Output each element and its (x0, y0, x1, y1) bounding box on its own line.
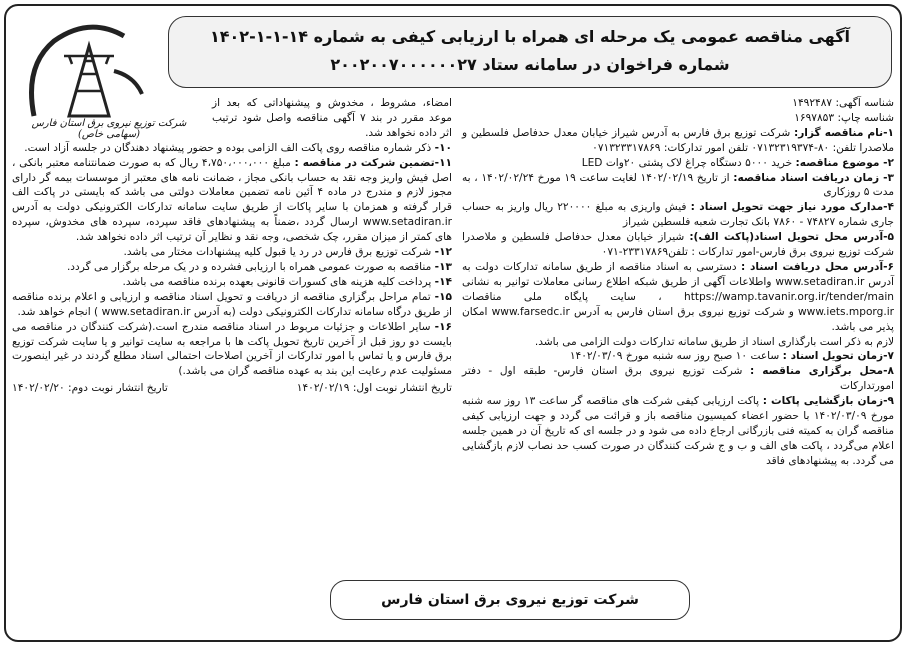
notice-item-label: ۱۳- (434, 260, 452, 273)
notice-item (12, 320, 452, 380)
notice-item-label: ۱-نام مناقصه گزار: (793, 126, 894, 139)
notice-item-label: ۱۰- (434, 141, 452, 154)
notice-item-text: خرید ۵۰۰۰ دستگاه چراغ لاک پشتی ۲۰وات LED (581, 156, 796, 169)
print-id: شناسه چاپ: ۱۶۹۷۸۵۳ (794, 111, 894, 124)
right-column (462, 96, 894, 469)
notice-item-text: پرداخت کلیه هزینه های کسورات قانونی بعهده برنده مناقصه می باشد. (122, 275, 435, 288)
notice-item-text: دسترسی به اسناد مناقصه از طریق سامانه تدارکات دولت به آدرس www.setadiran.ir واطلاعات آگهی از طریق شبکه اطلاع رسانی معاملات توانیر به نشانی https://wamp.tavanir.org.ir/tender/main ، سایت پایگاه ملی مناقصات www.iets.mporg.ir و شرکت توزیع نیروی برق استان فارس به آدرس www.farsedc.ir امکان پذیر می باشد. (462, 260, 894, 333)
notice-item (12, 275, 452, 290)
notice-item-text: شیراز خیابان معدل حدفاصل فلسطین و ملاصدرا شرکت توزیع نیروی برق فارس-امور تدارکات : تلفن۲۳۳۱۷۸۶۹-۰۷۱ (462, 231, 894, 259)
publication-dates (12, 381, 452, 396)
notice-item-label: ۹-زمان بازگشایی پاکات : (762, 395, 894, 408)
ad-id: شناسه آگهی: ۱۴۹۲۴۸۷ (792, 97, 894, 109)
second-publication-date: تاریخ انتشار نوبت دوم: ۱۴۰۲/۰۲/۲۰ (12, 382, 168, 395)
notice-item-text: شرکت توزیع برق فارس در رد یا قبول کلیه پیشنهادات مختار می باشد. (123, 246, 435, 259)
notice-item (462, 200, 894, 230)
notice-item-label: ۶-آدرس محل دریافت اسناد : (741, 260, 894, 273)
notice-item-label: ۱۲- (434, 246, 452, 259)
notice-item-text: مبلغ ۴،۷۵۰،۰۰۰،۰۰۰ ریال که به صورت ضمانتنامه معتبر بانکی ، اصل فیش واریز وجه نقد به حساب بانکی مجاز ، ضمانت نامه های معتبر از موسسات بیمه گر دارای مجوز لازم و مندرج در ماده ۴ آئین نامه تضمین معاملات دولتی می باشد که بایستی در پاکت الف قرار گرفته و همزمان با سایر پاکات از طریق سایت سامانه تدارکات الکترونیکی دولت به آدرس www.setadiran.ir ارسال گردد ،ضمناً به پیشنهادهای فاقد سپرده، سپرده های مخدوش، سپرده های کمتر از میزان مقرر، چک شخصی، وجه نقد و نظایر آن ترتیب اثر داده نخواهد شد. (12, 156, 453, 244)
left-items-list (12, 96, 452, 379)
notice-item-label: ۵-آدرس محل تحویل اسناد(پاکت الف): (689, 231, 894, 244)
notice-header (168, 16, 892, 88)
notice-item-text: پاکت ارزیابی کیفی شرکت های مناقصه گر ساعت ۱۳ روز سه شنبه مورخ ۱۴۰۲/۰۳/۰۹ با حضور اعضاء کمیسیون مناقصه باز و قرائت می گردد و جهت ارزیابی کیفی مناقصه گران به کمیته فنی بازرگانی ارجاع داده می شود و در جلسه ای که تاریخ آن در همین جلسه اعلام می‌گردد ، پاکت های الف و ب و ج شرکت کنندگان در صورت کسب حد نصاب لازم بازگشایی می گردد. به پیشنهادهای فاقد (462, 395, 894, 467)
notice-item-label: ۷-زمان تحویل اسناد : (782, 350, 894, 363)
notice-item-label: ۱۵- (434, 290, 452, 303)
notice-item (12, 260, 452, 275)
notice-item (462, 394, 894, 469)
notice-item (462, 156, 894, 171)
notice-call-number: شماره فراخوان در سامانه ستاد ۲۰۰۲۰۰۷۰۰۰۰۰۰۲۷ (330, 55, 730, 74)
notice-item-text: امضاء، مشروط ، مخدوش و پیشنهاداتی که بعد از موعد مقرر در بند ۷ آگهی مناقصه واصل شود ترتیب اثر داده نخواهد شد. (212, 97, 452, 139)
notice-item-label: ۱۶- (434, 320, 452, 333)
notice-item-text: ساعت ۱۰ صبح روز سه شنبه مورخ ۱۴۰۲/۰۳/۰۹ (569, 350, 783, 363)
notice-item-text: شرکت توزیع نیروی برق استان فارس- طبقه اول - دفتر امورتدارکات (462, 365, 894, 393)
notice-item-label: ۸-محل برگزاری مناقصه : (750, 365, 894, 378)
notice-item (462, 349, 894, 364)
notice-title: آگهی مناقصه عمومی یک مرحله ای همراه با ارزیابی کیفی به شماره ۱۴-۱-۱-۱۴۰۲ (210, 27, 850, 46)
notice-item (12, 141, 452, 156)
notice-item (12, 245, 452, 260)
notice-item-text: مناقصه به صورت عمومی همراه با ارزیابی فشرده و در یک مرحله برگزار می گردد. (66, 260, 435, 273)
notice-item (462, 171, 894, 201)
company-footer: شرکت توزیع نیروی برق استان فارس (330, 580, 690, 620)
first-publication-date: تاریخ انتشار نوبت اول: ۱۴۰۲/۰۲/۱۹ (296, 382, 452, 395)
notice-item (12, 290, 452, 320)
notice-item-text: ذکر شماره مناقصه روی پاکت الف الزامی بوده و حضور پیشنهاد دهندگان در جلسه آزاد است. (24, 141, 435, 154)
notice-item-label: ۱۱-تضمین شرکت در مناقصه : (294, 156, 452, 169)
notice-item-label: ۳- زمان دریافت اسناد مناقصه: (733, 171, 894, 184)
notice-item (462, 364, 894, 394)
notice-item (462, 230, 894, 260)
notice-item (462, 260, 894, 335)
notice-item (12, 156, 452, 245)
notice-item-text: شرکت توزیع برق فارس به آدرس شیراز خیابان معدل حدفاصل فلسطین و ملاصدرا تلفن: ۸۰-۰۷۱۳۲۳۱۹۳۷۴ تلفن امور تدارکات: ۰۷۱۳۲۳۳۱۷۸۶۹ (462, 126, 894, 154)
right-items-list (462, 126, 894, 469)
notice-item-text: از تاریخ ۱۴۰۲/۰۲/۱۹ لغایت ساعت ۱۹ مورخ ۱۴۰۲/۰۲/۲۴ ، به مدت ۵ روزکاری (462, 171, 894, 199)
notice-item-label: ۱۴- (434, 275, 452, 288)
notice-item-text: لازم به ذکر است بارگذاری اسناد از طریق سامانه تدارکات دولت الزامی می باشد. (534, 335, 894, 348)
notice-item-text: فیش واریزی به مبلغ ۲۲۰۰۰۰ ریال واریز به حساب جاری شماره ۷۴۸۲۷ - ۷۸۶۰ بانک تجارت شعبه فلسطین شیراز (462, 201, 894, 229)
notice-item-label: ۴-مدارک مورد نیاز جهت تحویل اسناد : (690, 201, 894, 214)
notice-item (212, 96, 452, 141)
notice-item-text: تمام مراحل برگزاری مناقصه از دریافت و تحویل اسناد مناقصه و ارزیابی و اعلام برنده مناقصه از طریق درگاه سامانه تدارکات الکترونیکی دولت (به آدرس www.setadiran.ir ) انجام خواهد شد. (12, 290, 452, 318)
notice-item (462, 335, 894, 350)
logo-caption: شرکت توزیع نیروی برق استان فارس (سهامی خاص) (31, 118, 187, 140)
notice-item-text: سایر اطلاعات و جزئیات مربوط در اسناد مناقصه مندرج است.(شرکت کنندگان در مناقصه می بایست دو روز قبل از آخرین تاریخ تحویل پاکت ها با مراجعه به سایت توانیر و یا سایت شرکت توزیع برق فارس و یا تماس با امور تدارکات از آخرین اصلاحات احتمالی اسناد مطلع گردند در غیر اینصورت مسئولیت عدم رعایت این بند به عهده مناقصه گران می باشد.) (12, 320, 452, 378)
notice-item (462, 126, 894, 156)
notice-item-label: ۲- موضوع مناقصه: (795, 156, 894, 169)
left-column (12, 96, 452, 396)
